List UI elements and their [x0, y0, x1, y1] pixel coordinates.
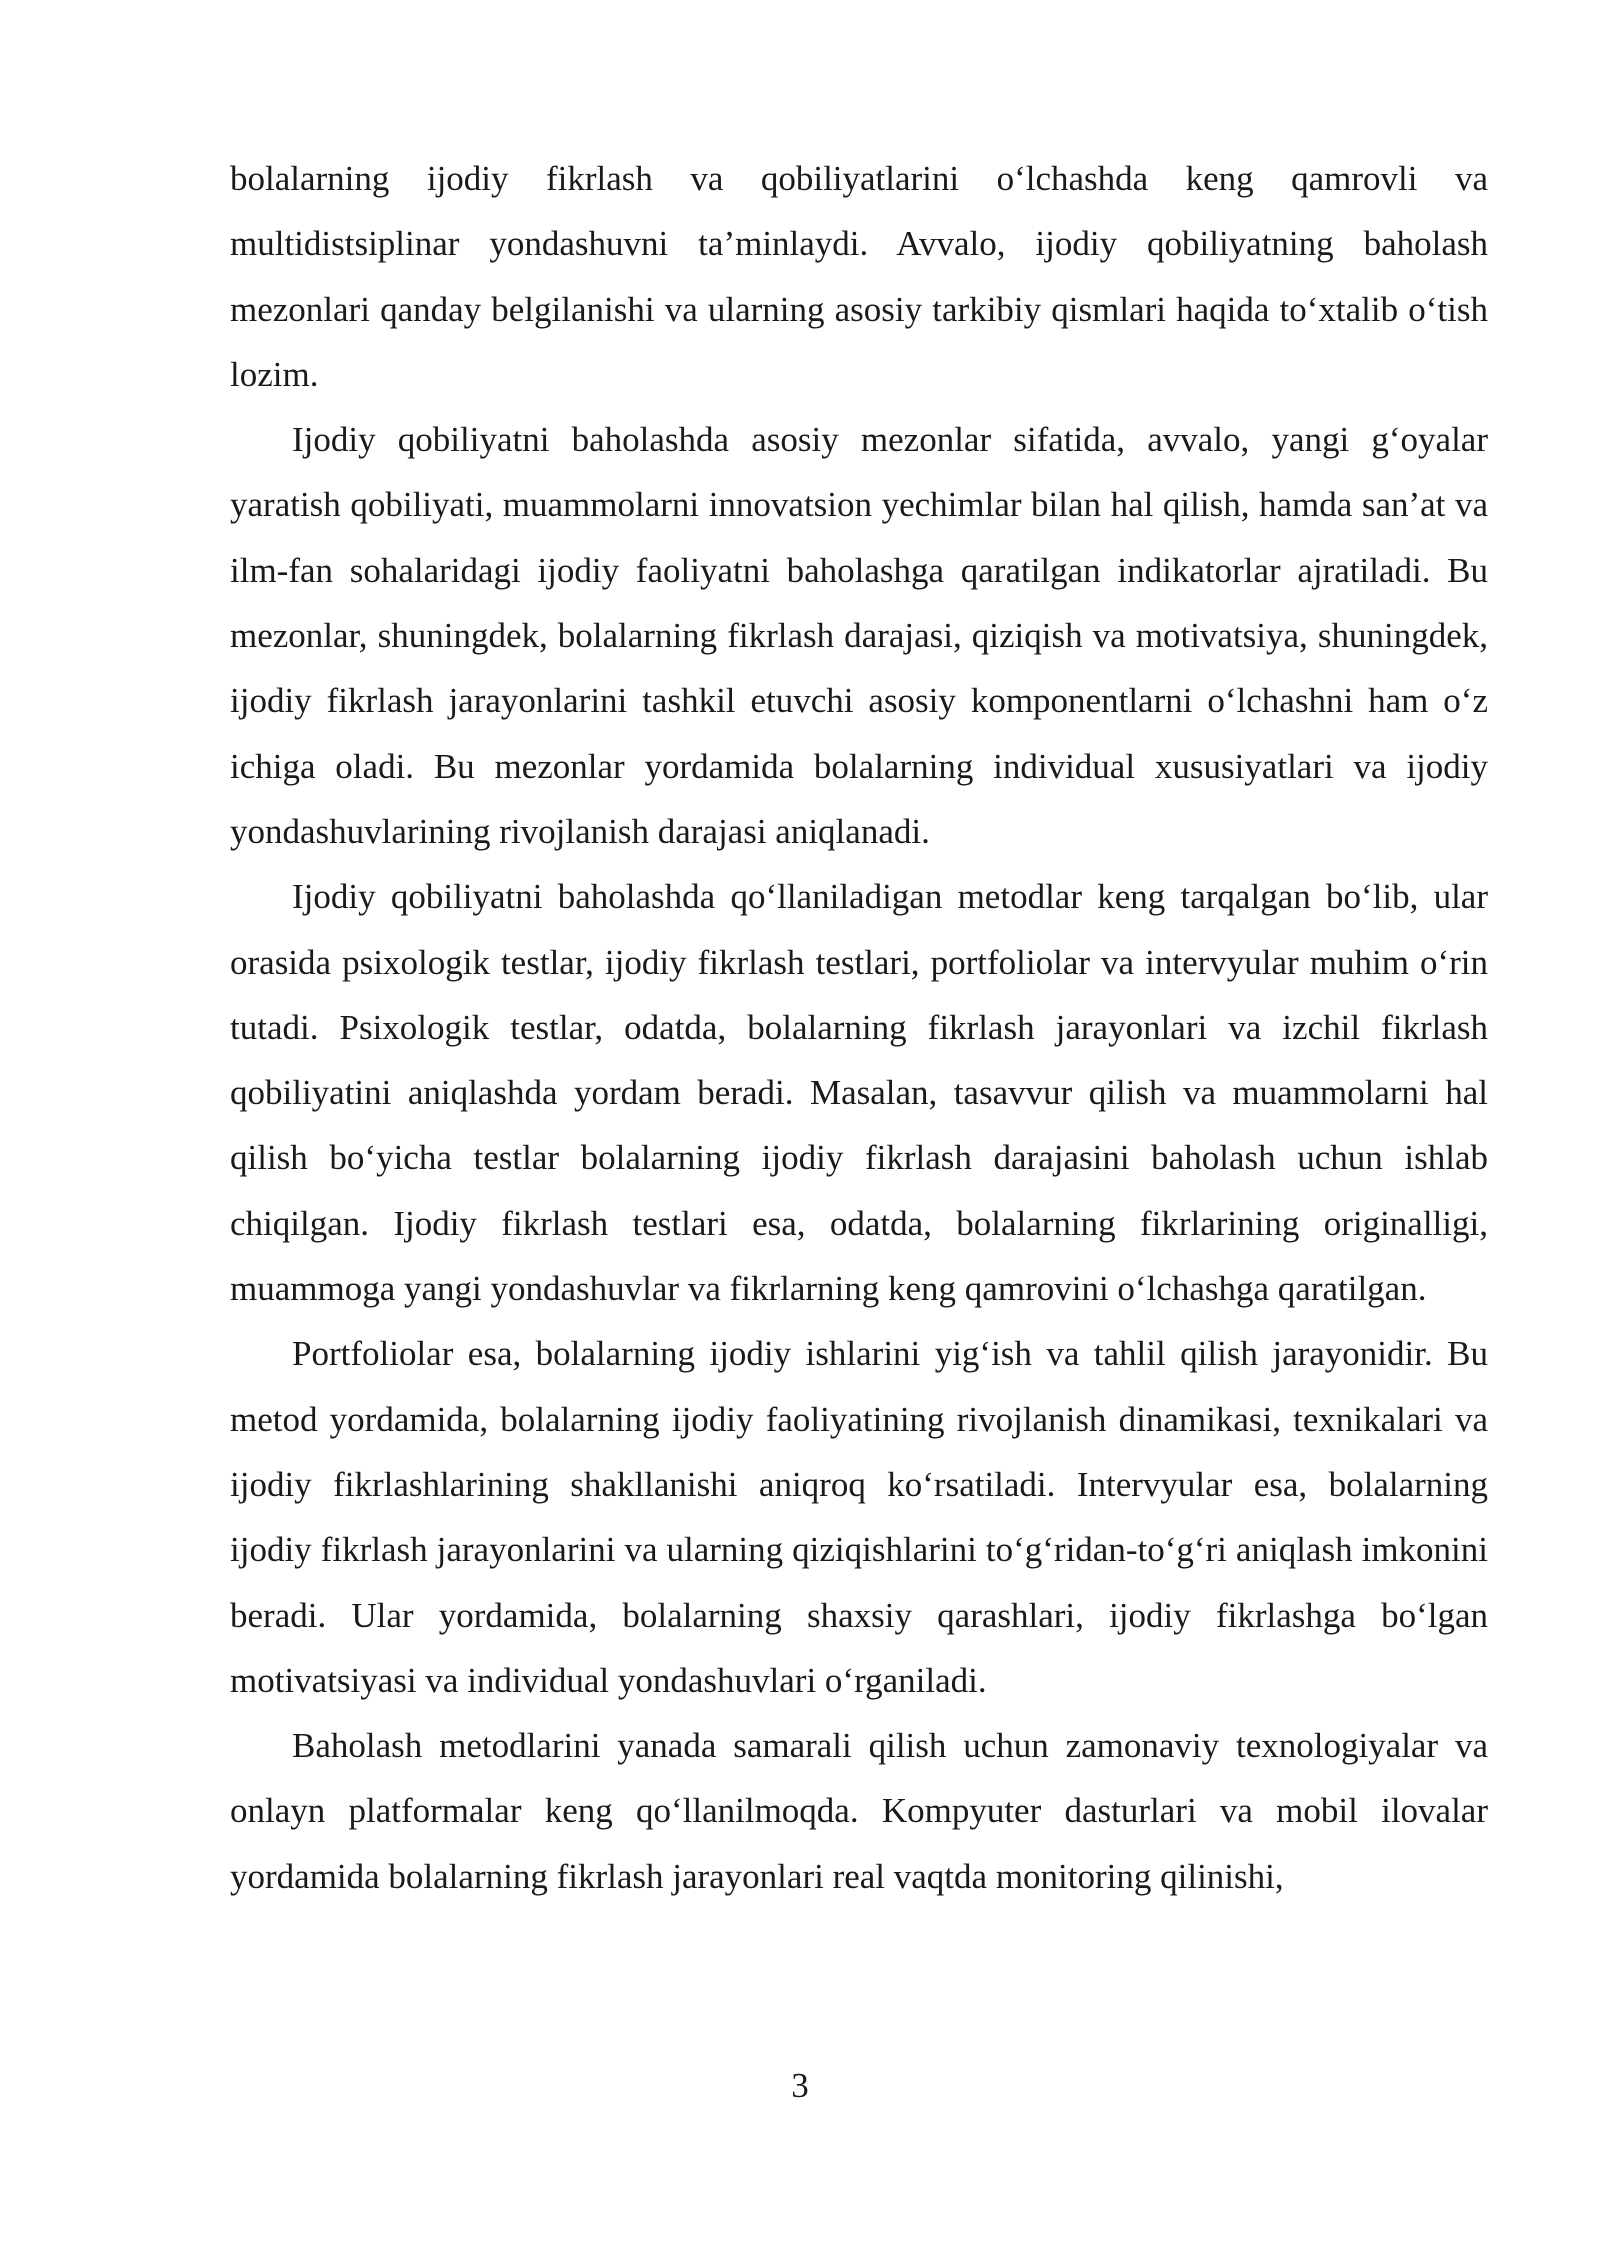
paragraph-4: Portfoliolar esa, bolalarning ijodiy ishlarini yig‘ish va tahlil qilish jarayonidir. Bu metod yordamida, bolalarning ijodiy faoliyatining rivojlanish dinamikasi, texnikalari va ijodiy fikrlashlarining shakllanishi aniqroq ko‘rsatiladi. Intervyular esa, bolalarning ijodiy fikrlash jarayonlarini va ularning qiziqishlarini to‘g‘ridan-to‘g‘ri aniqlash imkonini beradi. Ular yordamida, bolalarning shaxsiy qarashlari, ijodiy fikrlashga bo‘lgan motivatsiyasi va individual yondashuvlari o‘rganiladi.: [230, 1334, 1488, 1700]
document-body: [230, 146, 1488, 1909]
paragraph-5: Baholash metodlarini yanada samarali qilish uchun zamonaviy texnologiyalar va onlayn platformalar keng qo‘llanilmoqda. Kompyuter dasturlari va mobil ilovalar yordamida bolalarning fikrlash jarayonlari real vaqtda monitoring qilinishi,: [230, 1726, 1488, 1896]
page-number: 3: [791, 2066, 809, 2105]
paragraph-1: bolalarning ijodiy fikrlash va qobiliyatlarini o‘lchashda keng qamrovli va multidistsiplinar yondashuvni ta’minlaydi. Avvalo, ijodiy qobiliyatning baholash mezonlari qanday belgilanishi va ularning asosiy tarkibiy qismlari haqida to‘xtalib o‘tish lozim.: [230, 159, 1488, 394]
paragraph-2: Ijodiy qobiliyatni baholashda asosiy mezonlar sifatida, avvalo, yangi g‘oyalar yaratish qobiliyati, muammolarni innovatsion yechimlar bilan hal qilish, hamda san’at va ilm-fan sohalaridagi ijodiy faoliyatni baholashga qaratilgan indikatorlar ajratiladi. Bu mezonlar, shuningdek, bolalarning fikrlash darajasi, qiziqish va motivatsiya, shuningdek, ijodiy fikrlash jarayonlarini tashkil etuvchi asosiy komponentlarni o‘lchashni ham o‘z ichiga oladi. Bu mezonlar yordamida bolalarning individual xususiyatlari va ijodiy yondashuvlarining rivojlanish darajasi aniqlanadi.: [230, 420, 1488, 851]
paragraph-3: Ijodiy qobiliyatni baholashda qo‘llaniladigan metodlar keng tarqalgan bo‘lib, ular orasida psixologik testlar, ijodiy fikrlash testlari, portfoliolar va intervyular muhim o‘rin tutadi. Psixologik testlar, odatda, bolalarning fikrlash jarayonlari va izchil fikrlash qobiliyatini aniqlashda yordam beradi. Masalan, tasavvur qilish va muammolarni hal qilish bo‘yicha testlar bolalarning ijodiy fikrlash darajasini baholash uchun ishlab chiqilgan. Ijodiy fikrlash testlari esa, odatda, bolalarning fikrlarining originalligi, muammoga yangi yondashuvlar va fikrlarning keng qamrovini o‘lchashga qaratilgan.: [230, 877, 1488, 1309]
